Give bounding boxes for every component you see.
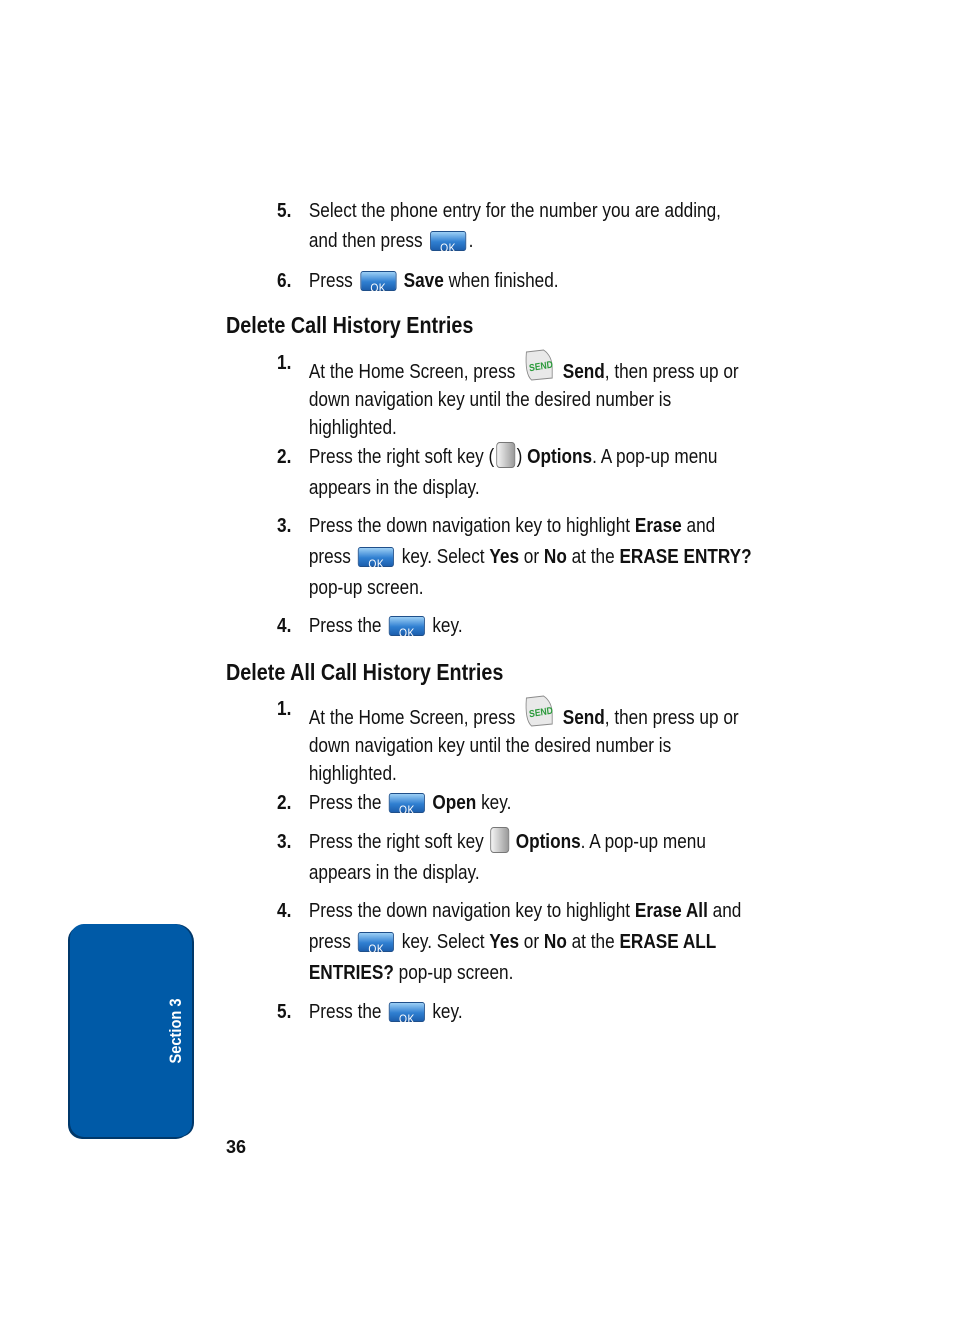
section-heading-delete-call-history: Delete Call History Entries xyxy=(226,312,474,338)
step-number: 1. xyxy=(277,352,292,374)
step-text: At the Home Screen, press SEND Send, then press up or down navigation key until the desired number is highlighted. xyxy=(309,694,739,788)
step-text: Press the right soft key ( ) Options. A pop-up menu appears in the display. xyxy=(309,442,718,504)
step-number: 3. xyxy=(277,515,292,537)
step-text: Select the phone entry for the number you are adding, and then press OK . xyxy=(308,200,721,255)
step-number: 4. xyxy=(277,900,292,922)
svg-text:SEND: SEND xyxy=(528,358,554,374)
section-tab-label: Section 3 xyxy=(166,998,185,1064)
step-text: Press the down navigation key to highlight Erase All and press OK key. Select Yes or No at the ERASE ALL ENTRIES? pop-up screen. xyxy=(308,900,742,984)
step-number: 4. xyxy=(277,615,292,637)
step-text: Press the OK key. xyxy=(308,1001,463,1026)
step-number: 1. xyxy=(277,698,292,720)
section-heading-delete-all-call-history: Delete All Call History Entries xyxy=(226,659,504,685)
step-number: 5. xyxy=(277,1001,292,1023)
ok-key-icon: OK xyxy=(389,1002,425,1022)
ok-key-icon: OK xyxy=(389,616,425,636)
step-number: 5. xyxy=(277,200,292,222)
step-text: Press OK Save when finished. xyxy=(308,270,559,295)
send-key-icon xyxy=(523,694,556,728)
step-text: Press the OK key. xyxy=(308,615,463,640)
ok-key-icon: OK xyxy=(430,231,466,251)
step-number: 2. xyxy=(277,446,292,468)
svg-text:SEND: SEND xyxy=(528,704,554,720)
step-text: Press the down navigation key to highlight Erase and press OK key. Select Yes or No at the ERASE ENTRY? pop-up screen. xyxy=(308,515,752,599)
right-soft-key-icon xyxy=(490,827,509,853)
step-text: Press the OK Open key. xyxy=(308,792,512,817)
ok-key-icon: OK xyxy=(389,793,425,813)
step-number: 2. xyxy=(277,792,292,814)
step-number: 6. xyxy=(277,270,292,292)
step-text: Press the right soft key Options. A pop-up menu appears in the display. xyxy=(309,827,706,889)
page-number: 36 xyxy=(226,1137,247,1157)
ok-key-icon: OK xyxy=(360,271,396,291)
step-text: At the Home Screen, press SEND Send, then press up or down navigation key until the desired number is highlighted. xyxy=(309,348,739,442)
ok-key-icon: OK xyxy=(358,547,394,567)
step-number: 3. xyxy=(277,831,292,853)
ok-key-icon: OK xyxy=(358,932,394,952)
send-key-icon xyxy=(523,348,556,382)
right-soft-key-icon xyxy=(496,442,515,468)
